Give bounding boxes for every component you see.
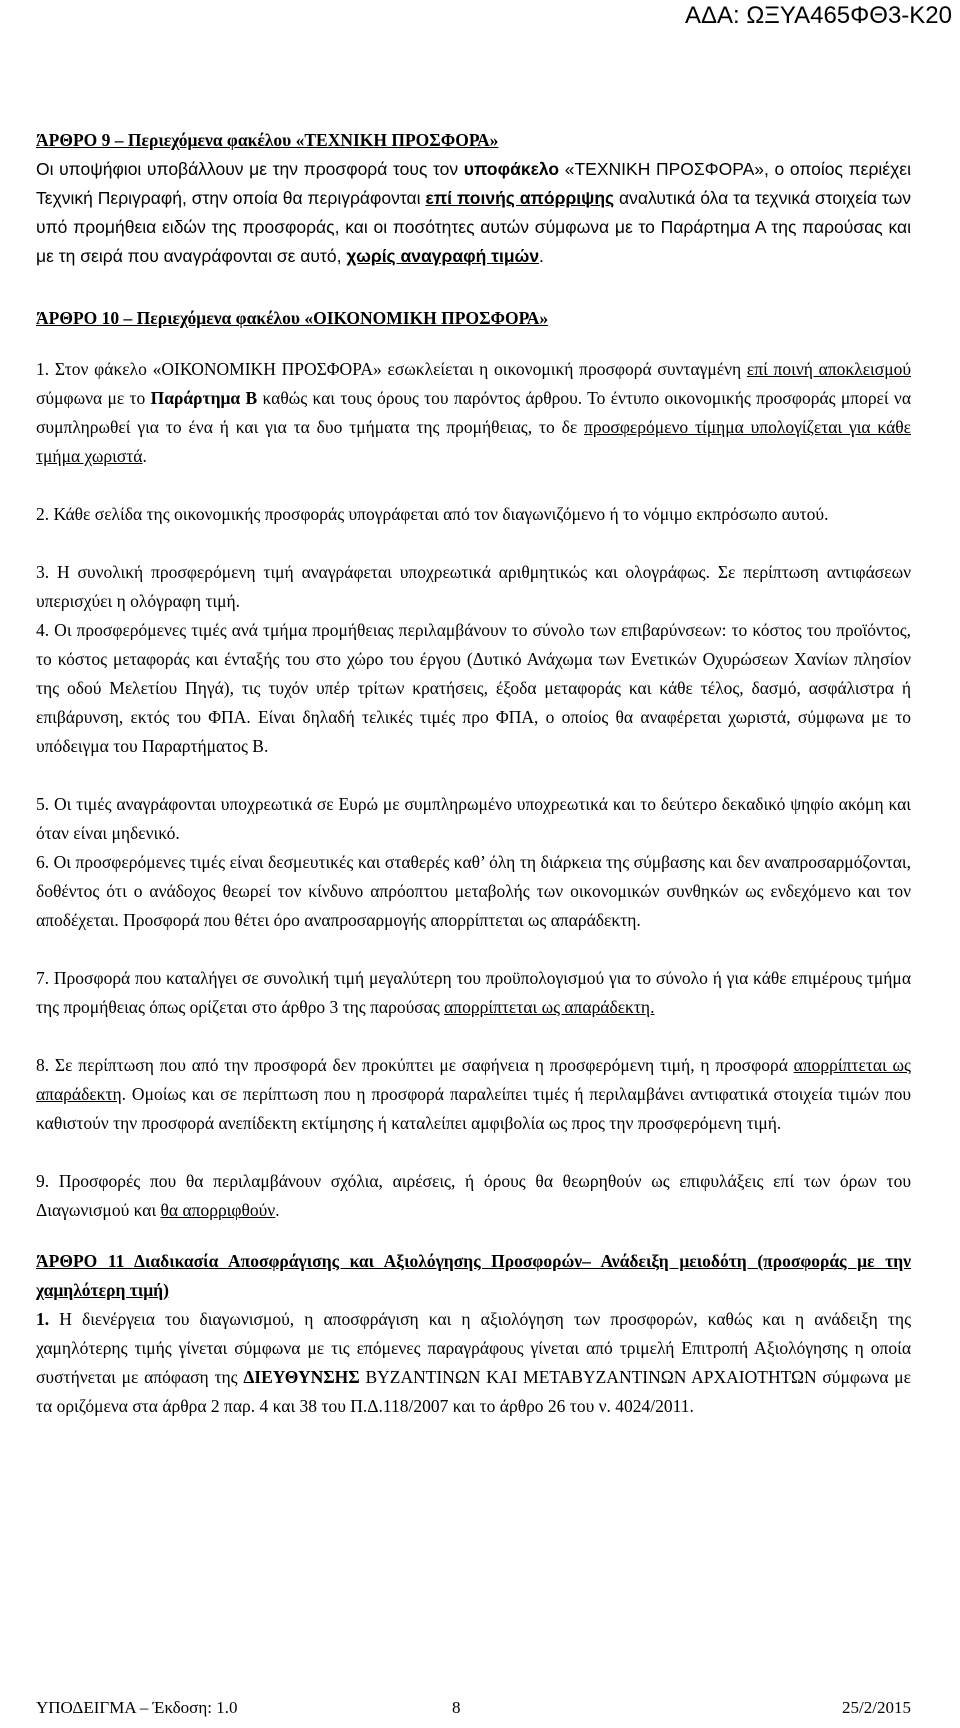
item-number: 1. [36, 1309, 50, 1329]
article-10-item-8: 8. Σε περίπτωση που από την προσφορά δεν προκύπτει με σαφήνεια η προσφερόμενη τιμή, η προσφορά απορρίπτεται ως απαράδεκτη. Ομοίως και σε περίπτωση που η προσφορά παραλείπει τιμές ή περιλαμβάνει αντιφατικά στοιχεία τιμών που καθιστούν την προσφορά ανεπίδεκτη εκτίμησης ή καταλείπει αμφιβολία ως προς την προσφερόμενη τιμή. [36, 1055, 911, 1133]
article-9-title: ΆΡΘΡΟ 9 – Περιεχόμενα φακέλου «ΤΕΧΝΙΚΗ ΠΡΟΣΦΟΡΑ» [36, 130, 499, 150]
ada-code: ΑΔΑ: ΩΞΥΑ465ΦΘ3-Κ20 [684, 2, 952, 29]
emphasis-text: επί ποινής απόρριψης [425, 188, 615, 208]
article-10-item-1: 1. Στον φάκελο «ΟΙΚΟΝΟΜΙΚΗ ΠΡΟΣΦΟΡΑ» εσωκλείεται η οικονομική προσφορά συνταγμένη επί ποινή αποκλεισμού σύμφωνα με το Παράρτημα Β καθώς και τους όρους του παρόντος άρθρου. Το έντυπο οικονομικής προσφοράς μπορεί να συμπληρωθεί για το ένα ή και για τα δυο τμήματα της προμήθειας, το δε προσφερόμενο τίμημα υπολογίζεται για κάθε τμήμα χωριστά. [36, 359, 912, 466]
article-10-item-2: 2. Κάθε σελίδα της οικονομικής προσφοράς υπογράφεται από τον διαγωνιζόμενο ή το νόμιμο εκπρόσωπο αυτού. [36, 504, 829, 524]
footer-version: ΥΠΟΔΕΙΓΜΑ – Έκδοση: 1.0 [36, 1698, 238, 1717]
bold-text: Παράρτημα Β [150, 388, 258, 408]
article-10-item-5: 5. Οι τιμές αναγράφονται υποχρεωτικά σε Ευρώ με συμπληρωμένο υποχρεωτικά και το δεύτερο δεκαδικό ψηφίο ακόμη και όταν είναι μηδενικό. [36, 794, 911, 843]
article-11-item-1: 1. Η διενέργεια του διαγωνισμού, η αποσφράγιση και η αξιολόγηση των προσφορών, καθώς και η ανάδειξη της χαμηλότερης τιμής γίνεται σύμφωνα με τις επόμενες παραγράφους γίνεται από τριμελή Επιτροπή Αξιολόγησης η οποία συστήνεται με απόφαση της ΔΙΕΥΘΥΝΣΗΣ ΒΥΖΑΝΤΙΝΩΝ ΚΑΙ ΜΕΤΑΒΥΖΑΝΤΙΝΩΝ ΑΡΧΑΙΟΤΗΤΩΝ σύμφωνα με τα οριζόμενα στα άρθρα 2 παρ. 4 και 38 του Π.Δ.118/2007 και το άρθρο 26 του ν. 4024/2011. [36, 1309, 912, 1416]
underlined-text: θα απορριφθούν [160, 1200, 276, 1220]
bold-text: ΔΙΕΥΘΥΝΣΗΣ [243, 1367, 360, 1387]
article-10-title: ΆΡΘΡΟ 10 – Περιεχόμενα φακέλου «ΟΙΚΟΝΟΜΙΚΗ ΠΡΟΣΦΟΡΑ» [36, 308, 549, 328]
article-10-item-7: 7. Προσφορά που καταλήγει σε συνολική τιμή μεγαλύτερη του προϋπολογισμού για το σύνολο ή για κάθε επιμέρους τμήμα της προμήθειας όπως ορίζεται στο άρθρο 3 της παρούσας απορρίπτεται ως απαράδεκτη. [36, 968, 911, 1017]
footer-date: 25/2/2015 [842, 1698, 911, 1717]
underlined-text: επί ποινή αποκλεισμού [746, 359, 911, 379]
underlined-text: απορρίπτεται ως απαράδεκτη. [444, 997, 655, 1017]
underlined-text: απορρίπτεται ως απαράδεκτη [36, 1055, 911, 1104]
page-footer [36, 1696, 911, 1722]
article-10-item-6: 6. Οι προσφερόμενες τιμές είναι δεσμευτικές και σταθερές καθ’ όλη τη διάρκεια της σύμβασης και δεν αναπροσαρμόζονται, δοθέντος ότι ο ανάδοχος θεωρεί τον κίνδυνο απρόοπτου μεταβολής των οικονομικών συνθηκών ως ενδεχόμενο και τον αποδέχεται. Προσφορά που θέτει όρο αναπροσαρμογής απορρίπτεται ως απαράδεκτη. [36, 852, 911, 930]
emphasis-text: χωρίς αναγραφή τιμών [346, 246, 540, 266]
bold-text: υποφάκελο [463, 159, 560, 179]
article-9-paragraph: Οι υποψήφιοι υποβάλλουν με την προσφορά τους τον υποφάκελο «ΤΕΧΝΙΚΗ ΠΡΟΣΦΟΡΑ», ο οποίος περιέχει Τεχνική Περιγραφή, στην οποία θα περιγράφονται επί ποινής απόρριψης αναλυτικά όλα τα τεχνικά στοιχεία των υπό προμήθεια ειδών της προσφοράς, και οι ποσότητες αυτών σύμφωνα με το Παράρτημα Α της παρούσας και με τη σειρά που αναγράφονται σε αυτό, χωρίς αναγραφή τιμών. [36, 159, 911, 266]
article-10-item-9: 9. Προσφορές που θα περιλαμβάνουν σχόλια, αιρέσεις, ή όρους θα θεωρηθούν ως επιφυλάξεις επί των όρων του Διαγωνισμού και θα απορριφθούν. [36, 1171, 911, 1220]
underlined-text: προσφερόμενο τίμημα υπολογίζεται για κάθε τμήμα χωριστά [36, 417, 911, 466]
page-number: 8 [452, 1698, 461, 1717]
article-10-item-4: 4. Οι προσφερόμενες τιμές ανά τμήμα προμήθειας περιλαμβάνουν το σύνολο των επιβαρύνσεων: το κόστος του προϊόντος, το κόστος μεταφοράς και ένταξής του στο χώρο του έργου (Δυτικό Ανάχωμα των Ενετικών Οχυρώσεων Χανίων πλησίον της οδού Μελετίου Πηγά), τις τυχόν υπέρ τρίτων κρατήσεις, έξοδα μεταφοράς και κάθε τέλος, δασμό, ασφάλιστρα ή επιβάρυνση, εκτός του ΦΠΑ. Είναι δηλαδή τελικές τιμές προ ΦΠΑ, ο οποίος θα αναφέρεται χωριστά, σύμφωνα με το υπόδειγμα του Παραρτήματος Β. [36, 620, 911, 756]
article-11-title: ΆΡΘΡΟ 11 Διαδικασία Αποσφράγισης και Αξιολόγησης Προσφορών– Ανάδειξη μειοδότη (προσφοράς με την χαμηλότερη τιμή) [36, 1251, 911, 1300]
article-10-item-3: 3. Η συνολική προσφερόμενη τιμή αναγράφεται υποχρεωτικά αριθμητικώς και ολογράφως. Σε περίπτωση αντιφάσεων υπερισχύει η ολόγραφη τιμή. [36, 562, 911, 611]
